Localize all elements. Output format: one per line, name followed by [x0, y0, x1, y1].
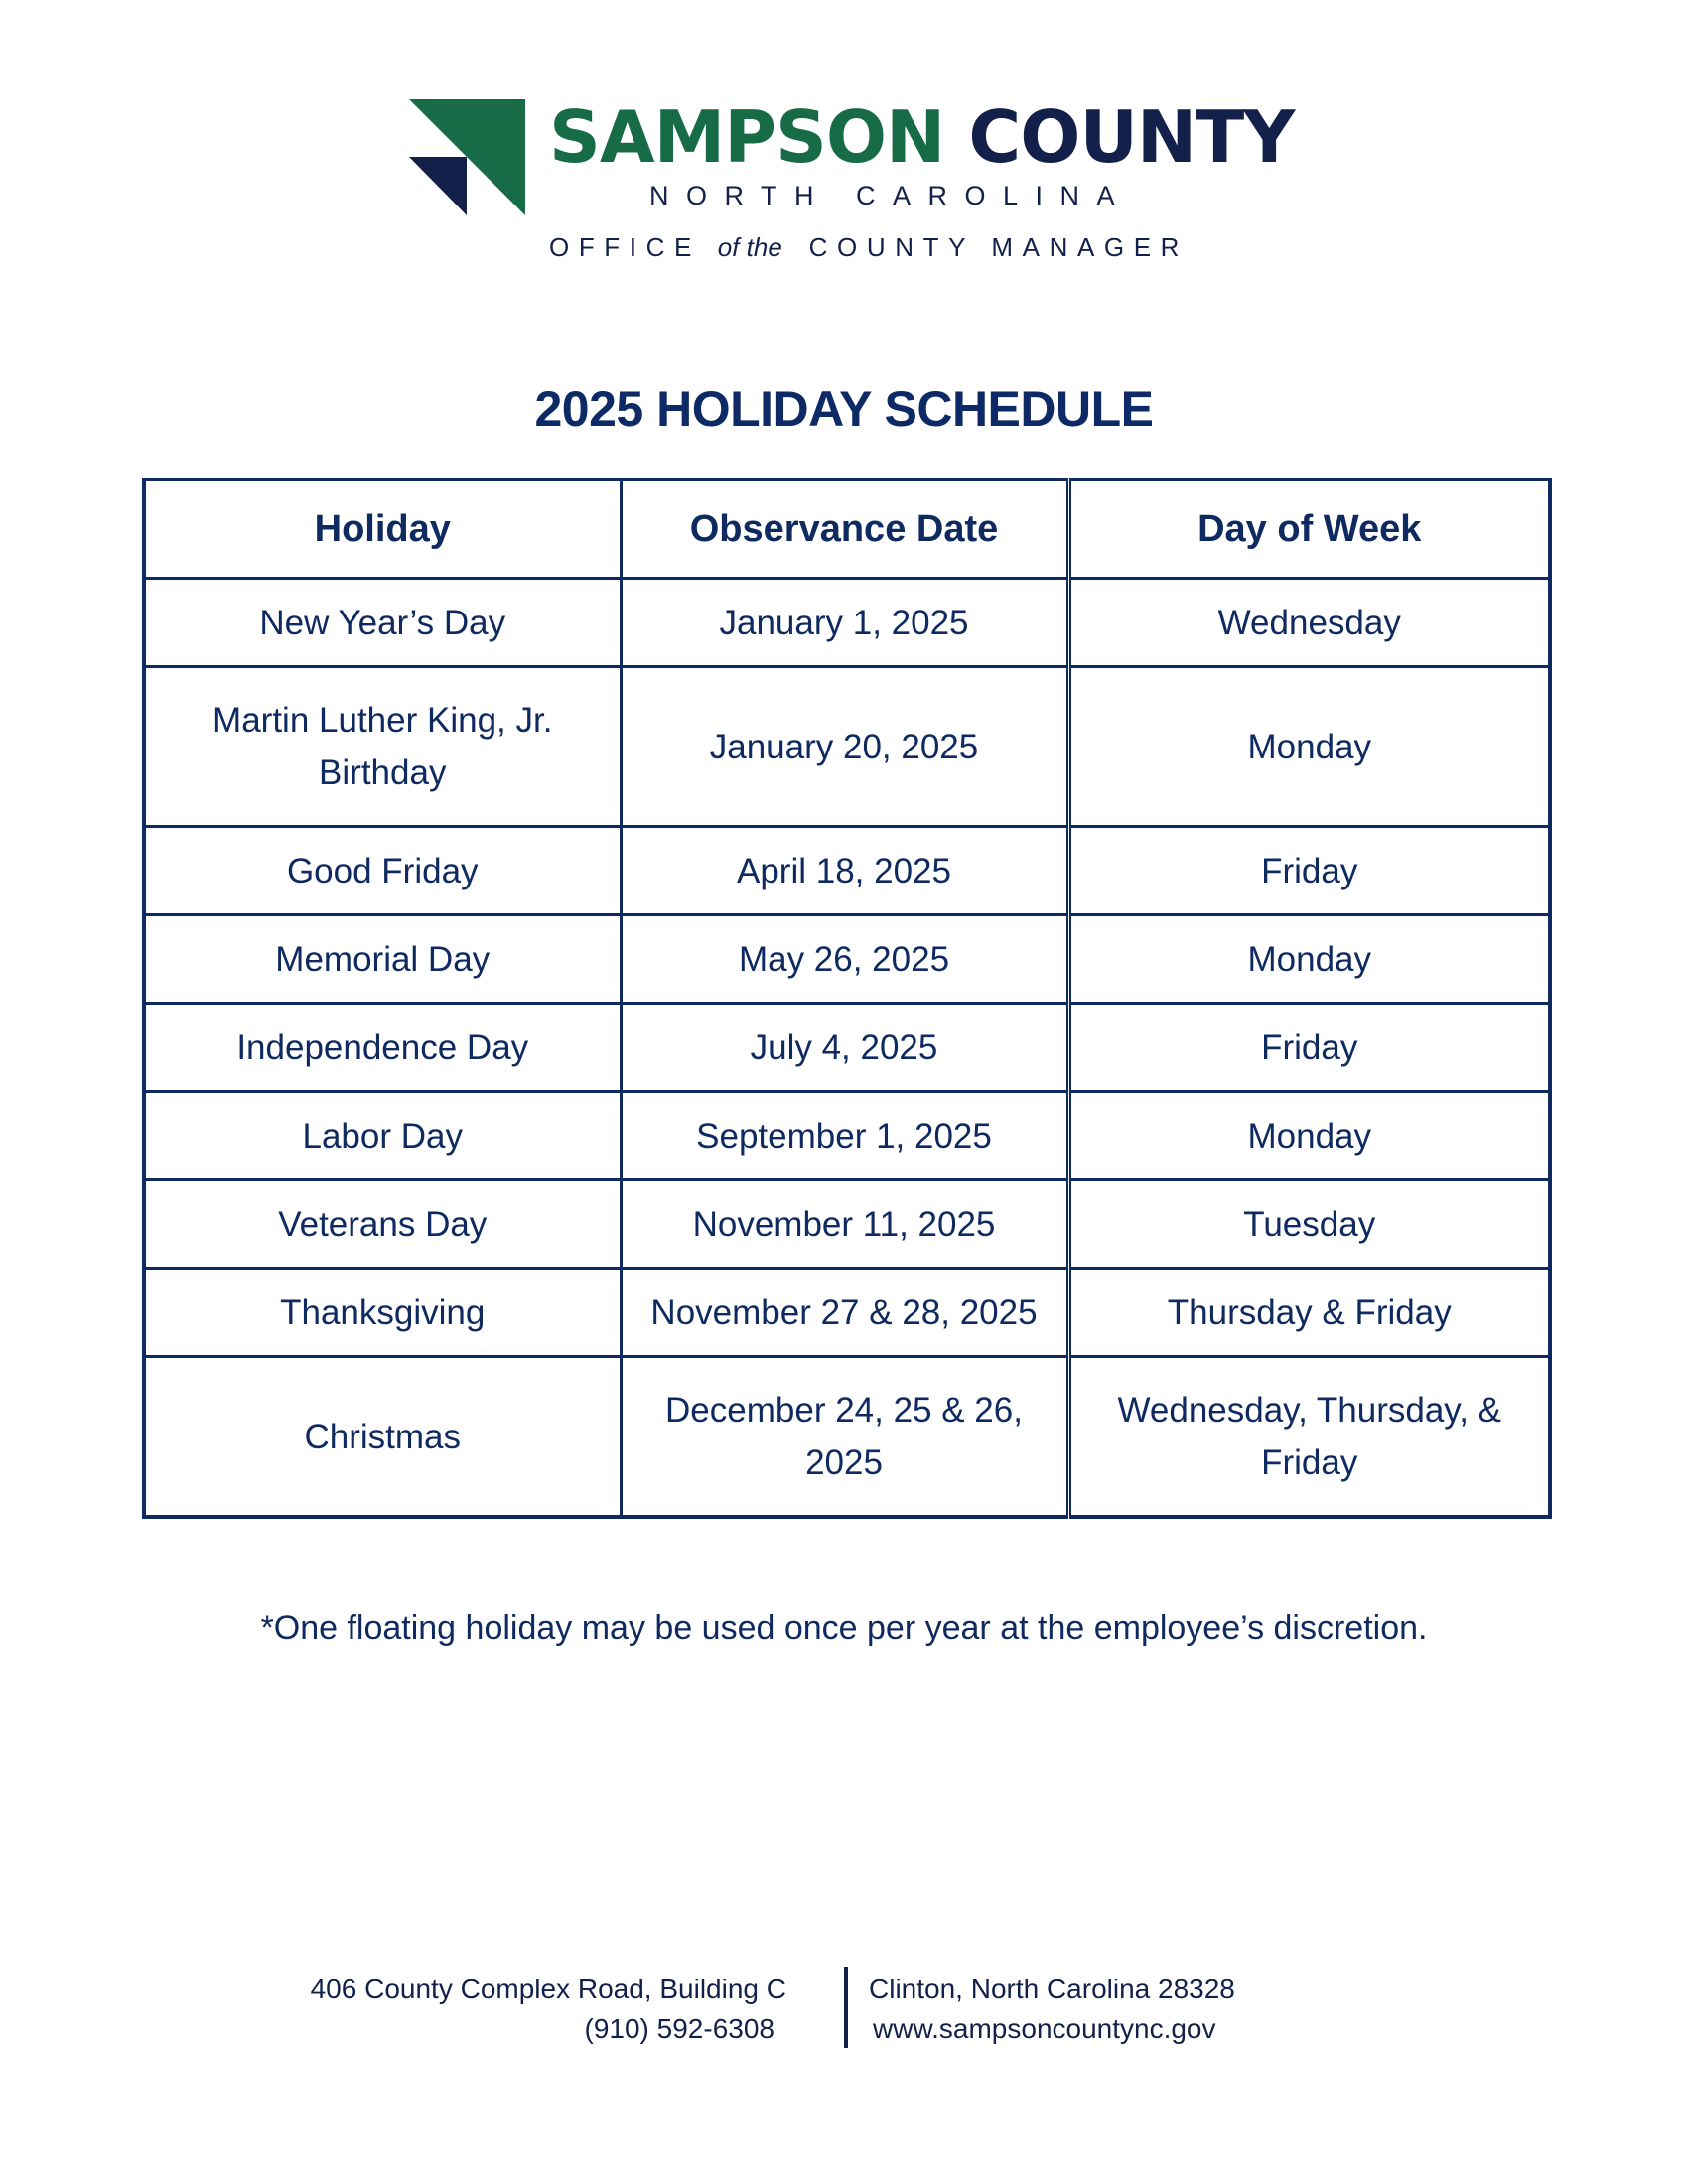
table-row — [144, 1092, 1550, 1180]
holiday-name: Good Friday — [144, 827, 621, 915]
holiday-name: New Year’s Day — [144, 579, 621, 667]
observance-date: December 24, 25 & 26, 2025 — [621, 1357, 1068, 1518]
column-header-observance-date: Observance Date — [621, 479, 1068, 579]
observance-date: January 20, 2025 — [621, 667, 1068, 827]
day-of-week: Monday — [1068, 667, 1550, 827]
brand-secondary: COUNTY — [968, 95, 1295, 179]
table-row — [144, 667, 1550, 827]
observance-date: April 18, 2025 — [621, 827, 1068, 915]
day-of-week: Wednesday — [1068, 579, 1550, 667]
day-of-week: Tuesday — [1068, 1180, 1550, 1269]
observance-date: November 27 & 28, 2025 — [621, 1269, 1068, 1357]
county-logo-icon — [409, 99, 526, 216]
observance-date: July 4, 2025 — [621, 1004, 1068, 1092]
footer-address: 406 County Complex Road, Building C — [310, 1974, 786, 2004]
brand-state: NORTH CAROLINA — [649, 181, 1133, 210]
table-row — [144, 1269, 1550, 1357]
holiday-name: Memorial Day — [144, 915, 621, 1004]
holiday-name: Christmas — [144, 1357, 621, 1518]
footer-phone: (910) 592-6308 — [584, 2013, 774, 2044]
table-row — [144, 915, 1550, 1004]
holiday-name: Veterans Day — [144, 1180, 621, 1269]
floating-holiday-note: *One floating holiday may be used once per year at the employee’s discretion. — [260, 1609, 1428, 1647]
column-header-day-of-week: Day of Week — [1068, 479, 1550, 579]
observance-date: September 1, 2025 — [621, 1092, 1068, 1180]
observance-date: January 1, 2025 — [621, 579, 1068, 667]
day-of-week: Monday — [1068, 1092, 1550, 1180]
day-of-week: Thursday & Friday — [1068, 1269, 1550, 1357]
observance-date: November 11, 2025 — [621, 1180, 1068, 1269]
day-of-week: Wednesday, Thursday, & Friday — [1068, 1357, 1550, 1518]
office-connector: of the — [717, 232, 782, 262]
column-header-holiday: Holiday — [144, 479, 621, 579]
page-title: 2025 HOLIDAY SCHEDULE — [534, 381, 1154, 437]
table-row — [144, 1004, 1550, 1092]
brand-name — [549, 95, 1295, 179]
footer-divider — [844, 1967, 848, 2048]
brand-primary: SAMPSON — [549, 95, 945, 179]
footer-city-state-zip: Clinton, North Carolina 28328 — [869, 1974, 1235, 2004]
holiday-name: Martin Luther King, Jr. Birthday — [144, 667, 621, 827]
table-row — [144, 1357, 1550, 1518]
holiday-name: Labor Day — [144, 1092, 621, 1180]
office-line — [549, 232, 1204, 262]
footer-website-link[interactable]: www.sampsoncountync.gov — [873, 2013, 1216, 2044]
office-prefix: OFFICE — [549, 232, 701, 262]
table-header-row — [144, 479, 1550, 579]
footer-contact-block — [869, 1970, 1345, 2049]
day-of-week: Friday — [1068, 827, 1550, 915]
footer-address-block — [218, 1970, 786, 2049]
day-of-week: Friday — [1068, 1004, 1550, 1092]
table-row — [144, 1180, 1550, 1269]
office-suffix: COUNTY MANAGER — [808, 232, 1190, 262]
holiday-name: Thanksgiving — [144, 1269, 621, 1357]
table-row — [144, 579, 1550, 667]
table-row — [144, 827, 1550, 915]
holiday-schedule-table — [142, 478, 1552, 1519]
day-of-week: Monday — [1068, 915, 1550, 1004]
holiday-name: Independence Day — [144, 1004, 621, 1092]
observance-date: May 26, 2025 — [621, 915, 1068, 1004]
